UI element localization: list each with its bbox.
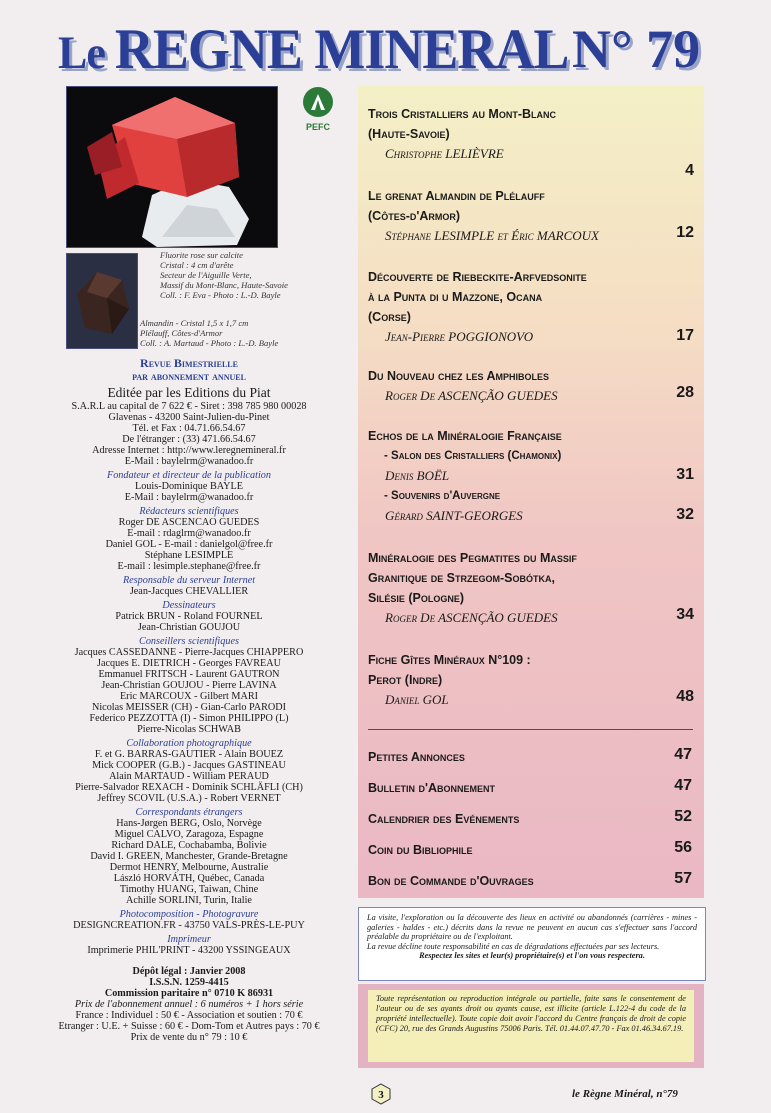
toc-title: (Corse) — [368, 310, 411, 324]
misc-title: Coin du Bibliophile — [368, 843, 473, 857]
almandin-photo — [66, 253, 138, 349]
section-line: E-Mail : baylelrm@wanadoo.fr — [124, 492, 254, 503]
misc-title: Bulletin d'Abonnement — [368, 781, 495, 795]
misc-entry[interactable] — [368, 870, 698, 894]
photo-caption-almandin: Almandin - Cristal 1,5 x 1,7 cm Plélauff, Côtes-d'Armor Coll. : A. Martaud - Photo : L.-D. Bayle — [140, 318, 279, 348]
fluorite-photo — [66, 86, 278, 248]
page-number-text: 3 — [378, 1089, 384, 1101]
toc-title: Découverte de Riebeckite-Arfvedsonite — [368, 270, 587, 284]
toc-subtitle: - Salon des Cristalliers (Chamonix) — [384, 450, 562, 462]
section-line: Jean-Christian GOUJOU — [137, 622, 241, 633]
section-line: Jacques CASSEDANNE - Pierre-Jacques CHIAPPERO — [74, 647, 304, 658]
toc-title: (Côtes-d'Armor) — [368, 209, 461, 223]
section-line: Eric MARCOUX - Gilbert MARI — [119, 691, 259, 702]
section-line: Timothy HUANG, Taiwan, Chine — [119, 884, 259, 895]
depot-legal: Dépôt légal : Janvier 2008 — [132, 966, 246, 977]
toc-entry[interactable] — [368, 104, 700, 179]
pefc-logo — [298, 86, 338, 134]
section-line: Stéphane LESIMPLE — [144, 550, 234, 561]
address-line: S.A.R.L au capital de 7 622 € - Siret : 398 785 980 00028 — [71, 401, 307, 412]
section-line: Imprimerie PHIL'PRINT - 43200 YSSINGEAUX — [87, 945, 291, 956]
issn: I.S.S.N. 1259-4415 — [149, 977, 229, 988]
toc-author: Gérard SAINT-GEORGES — [385, 508, 523, 523]
toc-author: Stéphane LESIMPLE et Éric MARCOUX — [385, 228, 599, 243]
section-line: Federico PEZZOTTA (I) - Simon PHILIPPO (L) — [89, 713, 289, 724]
toc-title: (Haute-Savoie) — [368, 127, 450, 141]
toc-author: Denis BOËL — [385, 468, 450, 483]
copyright-text: Toute représentation ou reproduction intégrale ou partielle, faite sans le consentement de l'auteur ou de ses ayants droit ou ayants cause, est illicite (article L.122-4 du code de la propriété intellectuelle). Toute copie doit avoir l'accord du Centre français de droit de copie (CFC) 20, rue des Grands Augustins 75006 Paris. Tél. 01.44.07.47.70 - Fax 01.46.34.67.19. — [368, 990, 694, 1062]
section-head: Rédacteurs scientifiques — [139, 506, 239, 517]
toc-entry[interactable] — [368, 426, 700, 526]
section-line: Richard DALE, Cochabamba, Bolivie — [111, 840, 267, 851]
section-line: Patrick BRUN - Roland FOURNEL — [115, 611, 263, 622]
section-line: Miguel CALVO, Zaragoza, Espagne — [114, 829, 264, 840]
toc-divider — [368, 729, 693, 730]
toc-page: 32 — [676, 506, 694, 523]
toc-title: Le grenat Almandin de Plélauff — [368, 189, 545, 203]
notice-text: La revue décline toute responsabilité en cas de dégradations effectuées par ses lecteurs. — [367, 941, 660, 951]
section-line: Jean-Jacques CHEVALLIER — [129, 586, 249, 597]
misc-title: Petites Annonces — [368, 750, 465, 764]
toc-page: 48 — [676, 688, 694, 705]
toc-title: Fiche Gîtes Minéraux N°109 : — [368, 653, 531, 667]
toc-author: Jean-Pierre POGGIONOVO — [385, 329, 534, 344]
toc-subtitle: - Souvenirs d'Auvergne — [384, 490, 501, 502]
magazine-title: Le REGNE MINERAL — [58, 17, 569, 81]
section-line: Hans-Jørgen BERG, Oslo, Norvège — [116, 818, 262, 829]
section-line: Alain MARTAUD - William PERAUD — [109, 771, 269, 782]
section-line: Nicolas MEISSER (CH) - Gian-Carlo PARODI — [91, 702, 287, 713]
toc-page: 17 — [676, 327, 694, 344]
photo-caption-fluorite: Fluorite rose sur calcite Cristal : 4 cm d'arête Secteur de l'Aiguille Verte, Massif du Mont-Blanc, Haute-Savoie Coll. : F. Eva - Photo : L.-D. Bayle — [160, 250, 288, 300]
price-etranger: Etranger : U.E. + Suisse : 60 € - Dom-Tom et Autres pays : 70 € — [58, 1021, 320, 1032]
section-head: Correspondants étrangers — [135, 807, 243, 818]
revue-line-1: Revue Bimestrielle — [140, 356, 238, 370]
section-line: Pierre-Salvador REXACH - Dominik SCHLÄFLI (CH) — [75, 782, 303, 793]
section-line: E-mail : rdaglrm@wanadoo.fr — [127, 528, 251, 539]
address-line: E-Mail : baylelrm@wanadoo.fr — [124, 456, 254, 467]
section-line: Mick COOPER (G.B.) - Jacques GASTINEAU — [92, 760, 286, 771]
section-line: Jean-Christian GOUJOU - Pierre LAVINA — [101, 680, 277, 691]
section-line: Louis-Dominique BAYLE — [134, 481, 243, 492]
misc-page: 56 — [674, 839, 692, 856]
misc-page: 57 — [674, 870, 692, 887]
section-head: Conseillers scientifiques — [139, 636, 239, 647]
misc-entry[interactable] — [368, 746, 698, 770]
pefc-label: PEFC — [305, 122, 331, 132]
commission-paritaire: Commission paritaire n° 0710 K 86931 — [104, 988, 274, 999]
section-line: Emmanuel FRITSCH - Laurent GAUTRON — [98, 669, 280, 680]
misc-title: Bon de Commande d'Ouvrages — [368, 874, 534, 888]
address-line: Glavenas - 43200 Saint-Julien-du-Pinet — [108, 412, 270, 423]
running-footer: le Règne Minéral, n°79 — [572, 1088, 678, 1100]
toc-page: 28 — [676, 384, 694, 401]
toc-entry[interactable] — [368, 366, 700, 406]
misc-entry[interactable] — [368, 777, 698, 801]
misc-page: 52 — [674, 808, 692, 825]
toc-entry[interactable] — [368, 186, 700, 246]
toc-page: 34 — [676, 606, 694, 623]
misc-entry[interactable] — [368, 839, 698, 863]
toc-page: 4 — [685, 162, 694, 179]
colophon — [58, 357, 320, 1043]
toc-title: Echos de la Minéralogie Française — [368, 429, 562, 443]
toc-author: Christophe LELIÈVRE — [385, 146, 504, 161]
section-line: Daniel GOL - E-mail : danielgol@free.fr — [105, 539, 273, 550]
toc-title: Du Nouveau chez les Amphiboles — [368, 369, 550, 383]
copyright-notice — [358, 984, 704, 1068]
issue-number: N° 79 — [572, 19, 701, 79]
toc-entry[interactable] — [368, 267, 700, 347]
toc-entry[interactable] — [368, 548, 700, 628]
toc-title: Granitique de Strzegom-Sobótka, — [368, 571, 555, 585]
section-line: DESIGNCREATION.FR - 43750 VALS-PRÈS-LE-PUY — [73, 920, 305, 931]
misc-entry[interactable] — [368, 808, 698, 832]
revue-line-2: par abonnement annuel — [132, 369, 246, 383]
address-line: Tél. et Fax : 04.71.66.54.67 — [132, 423, 246, 434]
section-head: Collaboration photographique — [126, 738, 252, 749]
safety-notice — [358, 907, 706, 981]
section-line: Jacques E. DIETRICH - Georges FAVREAU — [97, 658, 281, 669]
toc-author: Roger De ASCENÇÃO GUEDES — [385, 610, 558, 625]
toc-title: Trois Cristalliers au Mont-Blanc — [368, 107, 557, 121]
misc-page: 47 — [674, 746, 692, 763]
toc-page: 12 — [676, 224, 694, 241]
section-line: E-mail : lesimple.stephane@free.fr — [117, 561, 261, 572]
section-line: F. et G. BARRAS-GAUTIER - Alain BOUEZ — [94, 749, 284, 760]
section-line: Roger DE ASCENCAO GUEDES — [118, 517, 260, 528]
toc-title: Perot (Indre) — [368, 673, 443, 687]
section-line: Dermot HENRY, Melbourne, Australie — [109, 862, 269, 873]
masthead — [0, 18, 771, 88]
section-head: Responsable du serveur Internet — [122, 575, 256, 586]
subscription-price: Prix de l'abonnement annuel : 6 numéros + 1 hors série — [74, 999, 304, 1010]
notice-text: La visite, l'exploration ou la découverte des lieux en activité ou abandonnés (carrières - mines - galeries - haldes - etc.) décrits dans la revue ne peuvent en aucun cas s'effectuer sans l'accord préalable du propriétaire ou de l'exploitant. — [367, 913, 697, 941]
address-line: De l'étranger : (33) 471.66.54.67 — [122, 434, 256, 445]
address-line: Adresse Internet : http://www.leregnemineral.fr — [92, 445, 286, 456]
section-line: Achille SORLINI, Turin, Italie — [126, 895, 252, 906]
toc-author: Daniel GOL — [385, 692, 449, 707]
section-line: László HORVÁTH, Québec, Canada — [113, 873, 265, 884]
misc-title: Calendrier des Evénements — [368, 812, 520, 826]
section-head: Imprimeur — [167, 934, 211, 945]
issue-price: Prix de vente du n° 79 : 10 € — [130, 1032, 248, 1043]
toc-page: 31 — [676, 466, 694, 483]
publisher: Editée par les Editions du Piat — [107, 385, 271, 400]
price-france: France : Individuel : 50 € - Association et soutien : 70 € — [75, 1010, 303, 1021]
page-number — [370, 1083, 392, 1105]
notice-respect: Respectez les sites et leur(s) propriétaire(s) et l'on vous respectera. — [419, 951, 645, 960]
section-head: Photocomposition - Photogravure — [119, 909, 259, 920]
section-line: Jeffrey SCOVIL (U.S.A.) - Robert VERNET — [97, 793, 281, 804]
toc-author: Roger De ASCENÇÃO GUEDES — [385, 388, 558, 403]
section-line: David I. GREEN, Manchester, Grande-Bretagne — [90, 851, 288, 862]
toc-entry[interactable] — [368, 650, 700, 710]
toc-title: à la Punta di u Mazzone, Ocana — [368, 290, 543, 304]
section-head: Dessinateurs — [162, 600, 216, 611]
toc-title: Minéralogie des Pegmatites du Massif — [368, 551, 577, 565]
toc-title: Silésie (Pologne) — [368, 591, 464, 605]
section-line: Pierre-Nicolas SCHWAB — [137, 724, 241, 735]
section-head: Fondateur et directeur de la publication — [106, 470, 271, 481]
misc-page: 47 — [674, 777, 692, 794]
